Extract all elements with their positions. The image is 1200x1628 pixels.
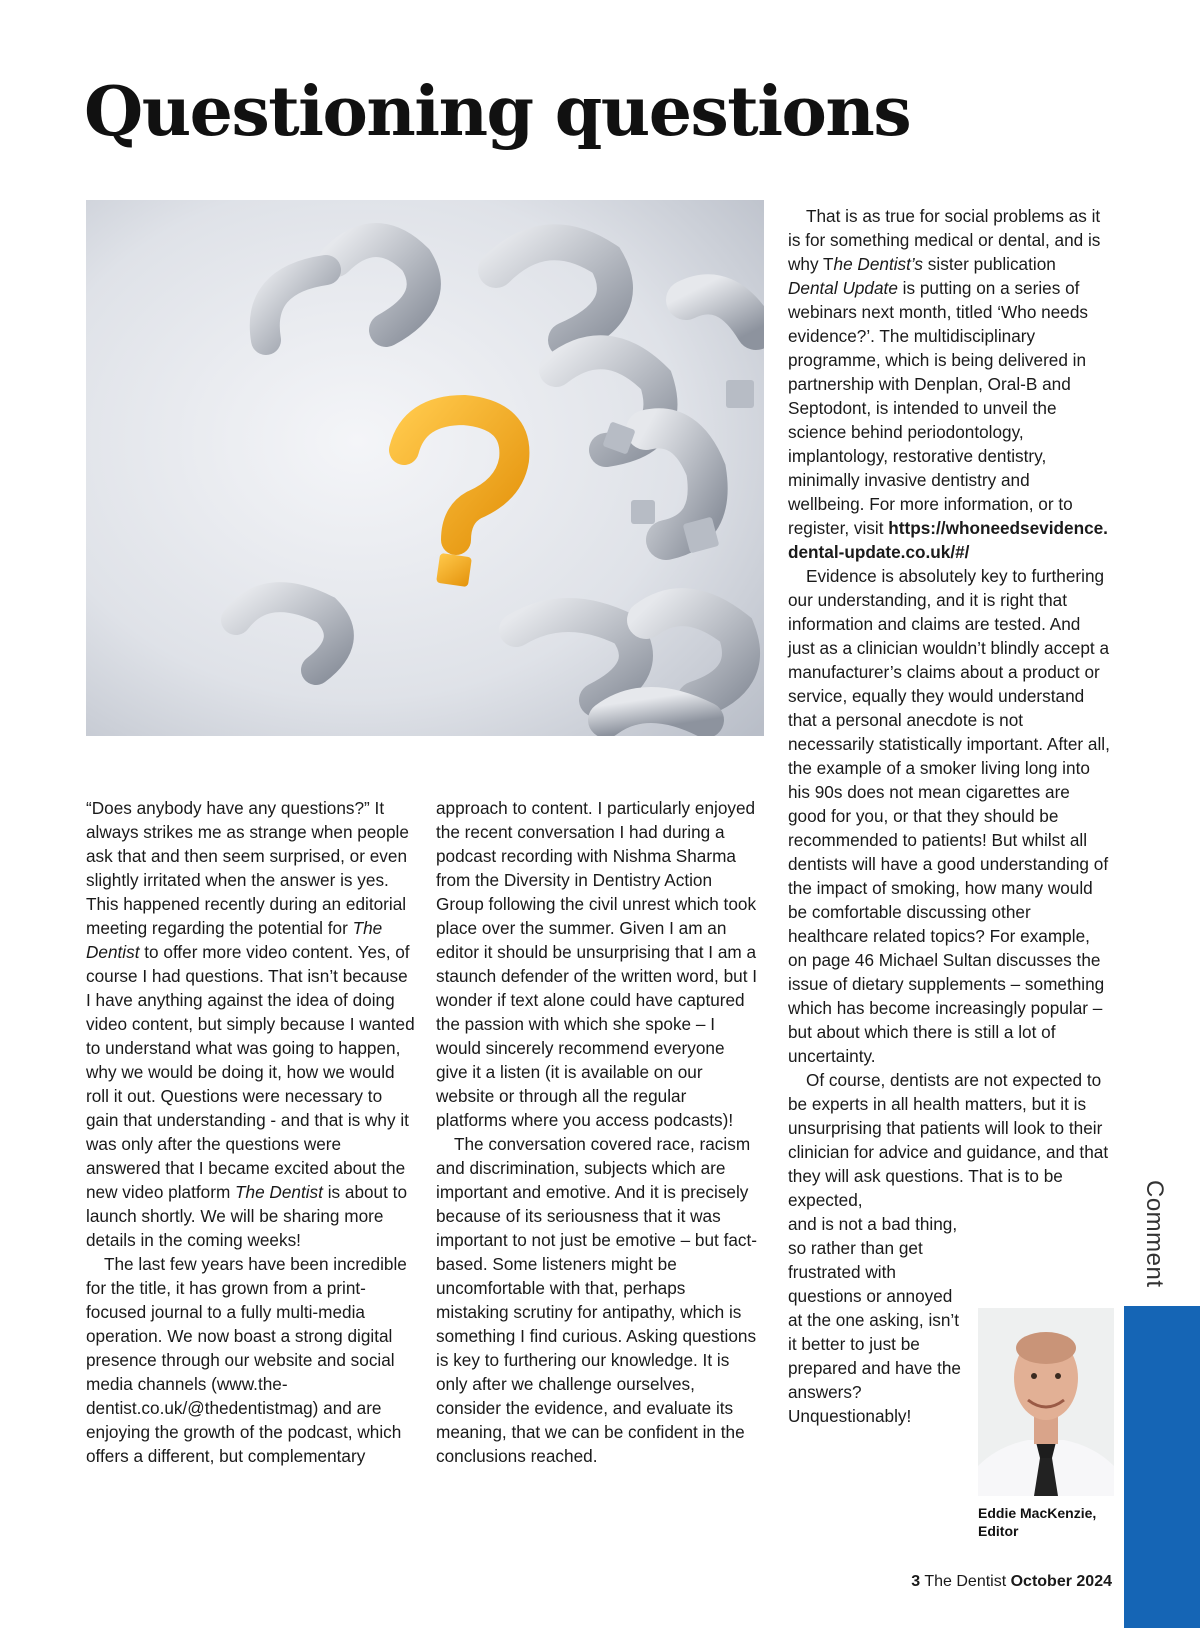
text-run: “Does anybody have any questions?” It always strikes me as strange when people ask that and then seem surprised, or even slightly irritated when the answer is yes. This happened recently during an editorial meeting regarding the potential for (86, 798, 409, 938)
editor-name: Eddie MacKenzie, (978, 1505, 1097, 1521)
publication-name: The Dentist (235, 1182, 323, 1202)
paragraph: The last few years have been incredible for the title, it has grown from a print-focused journal to a fully multi-media operation. We now boast a strong digital presence through our website and social media channels (www.the-dentist.co.uk/@thedentistmag) and are enjoying the growth of the podcast, which offers a different, but complementary (86, 1254, 407, 1466)
editor-role: Editor (978, 1523, 1019, 1539)
editor-card (978, 1308, 1114, 1540)
question-marks-icon (86, 200, 764, 736)
text-run: sister publication (923, 254, 1056, 274)
publication-name: Dental Update (788, 278, 898, 298)
paragraph (788, 204, 1110, 564)
text-run: That is as true for social problems as it is for something medical or dental, and is why T (788, 206, 1101, 274)
hero-image (86, 200, 764, 736)
text-run: is putting on a series of webinars next month, titled ‘Who needs evidence?’. The multidisciplinary programme, which is being delivered in partnership with Denplan, Oral-B and Septodont, is intended to unveil the science behind periodontology, implantology, restorative dentistry, minimally invasive dentistry and wellbeing. For more information, or to register, visit (788, 278, 1088, 538)
paragraph: and is not a bad thing, so rather than get frustrated with questions or annoyed at the one asking, isn’t it better to just be prepared and have the answers? Unquestionably! (788, 1214, 961, 1426)
paragraph: Evidence is absolutely key to furthering our understanding, and it is right that information and claims are tested. And just as a clinician wouldn’t blindly accept a manufacturer’s claims about a product or service, equally they would understand that a personal anecdote is not necessarily statistically important. After all, the example of a smoker living long into his 90s does not mean cigarettes are good for you, or that they should be recommended to patients! But whilst all dentists will have a good understanding of the impact of smoking, how many would be comfortable discussing other healthcare related topics? For example, on page 46 Michael Sultan discusses the issue of dietary supplements – something which has become increasingly popular – but about which there is still a lot of uncertainty. (788, 566, 1110, 1066)
publication-name: he Dentist’s (833, 254, 924, 274)
page-footer (911, 1573, 1112, 1591)
article-column-3 (788, 204, 1110, 1428)
page-number: 3 (911, 1573, 921, 1590)
text-run: is about to launch shortly. We will be sharing more details in the coming weeks! (86, 1182, 408, 1250)
editor-caption (978, 1504, 1114, 1540)
webinar-link[interactable]: https://whoneedsevidence.dental-update.co.uk/#/ (788, 518, 1108, 562)
publication-name: The Dentist (86, 918, 383, 962)
paragraph: approach to content. I particularly enjoyed the recent conversation I had during a podcast recording with Nishma Sharma from the Diversity in Dentistry Action Group following the civil unrest which took place over the summer. Given I am an editor it should be unsurprising that I am a staunch defender of the written word, but I wonder if text alone could have captured the passion with which she spoke – I would sincerely recommend everyone give it a listen (it is available on our website or through all the regular platforms where you access podcasts)! (436, 798, 758, 1130)
section-label: Comment (1141, 1180, 1168, 1288)
issue-date: October 2024 (1010, 1573, 1112, 1590)
paragraph (86, 796, 416, 1252)
editor-photo (978, 1308, 1114, 1496)
section-tab (1124, 1306, 1200, 1628)
publication-title: The Dentist (924, 1573, 1007, 1590)
section-label-container (1134, 1180, 1174, 1290)
text-run: to offer more video content. Yes, of course I had questions. That isn’t because I have anything against the idea of doing video content, but simply because I wanted to understand what was going to happen, why we would be doing it, how we would roll it out. Questions were necessary to gain that understanding - and that is why it was only after the questions were answered that I became excited about the new video platform (86, 942, 415, 1202)
article-title: Questioning questions (84, 72, 911, 152)
article-column-1 (86, 796, 416, 1468)
article-column-2 (436, 796, 758, 1468)
paragraph: Of course, dentists are not expected to be experts in all health matters, but it is unsurprising that patients will look to their clinician for advice and guidance, and that they will ask questions. That is to be expected, (788, 1070, 1109, 1210)
paragraph: The conversation covered race, racism and discrimination, subjects which are important and emotive. And it is precisely because of its seriousness that it was important to not just be emotive – but fact-based. Some listeners might be uncomfortable with that, perhaps mistaking scrutiny for antipathy, which is something I find curious. Asking questions is key to furthering our knowledge. It is only after we challenge ourselves, consider the evidence, and evaluate its meaning, that we can be confident in the conclusions reached. (436, 1134, 757, 1466)
